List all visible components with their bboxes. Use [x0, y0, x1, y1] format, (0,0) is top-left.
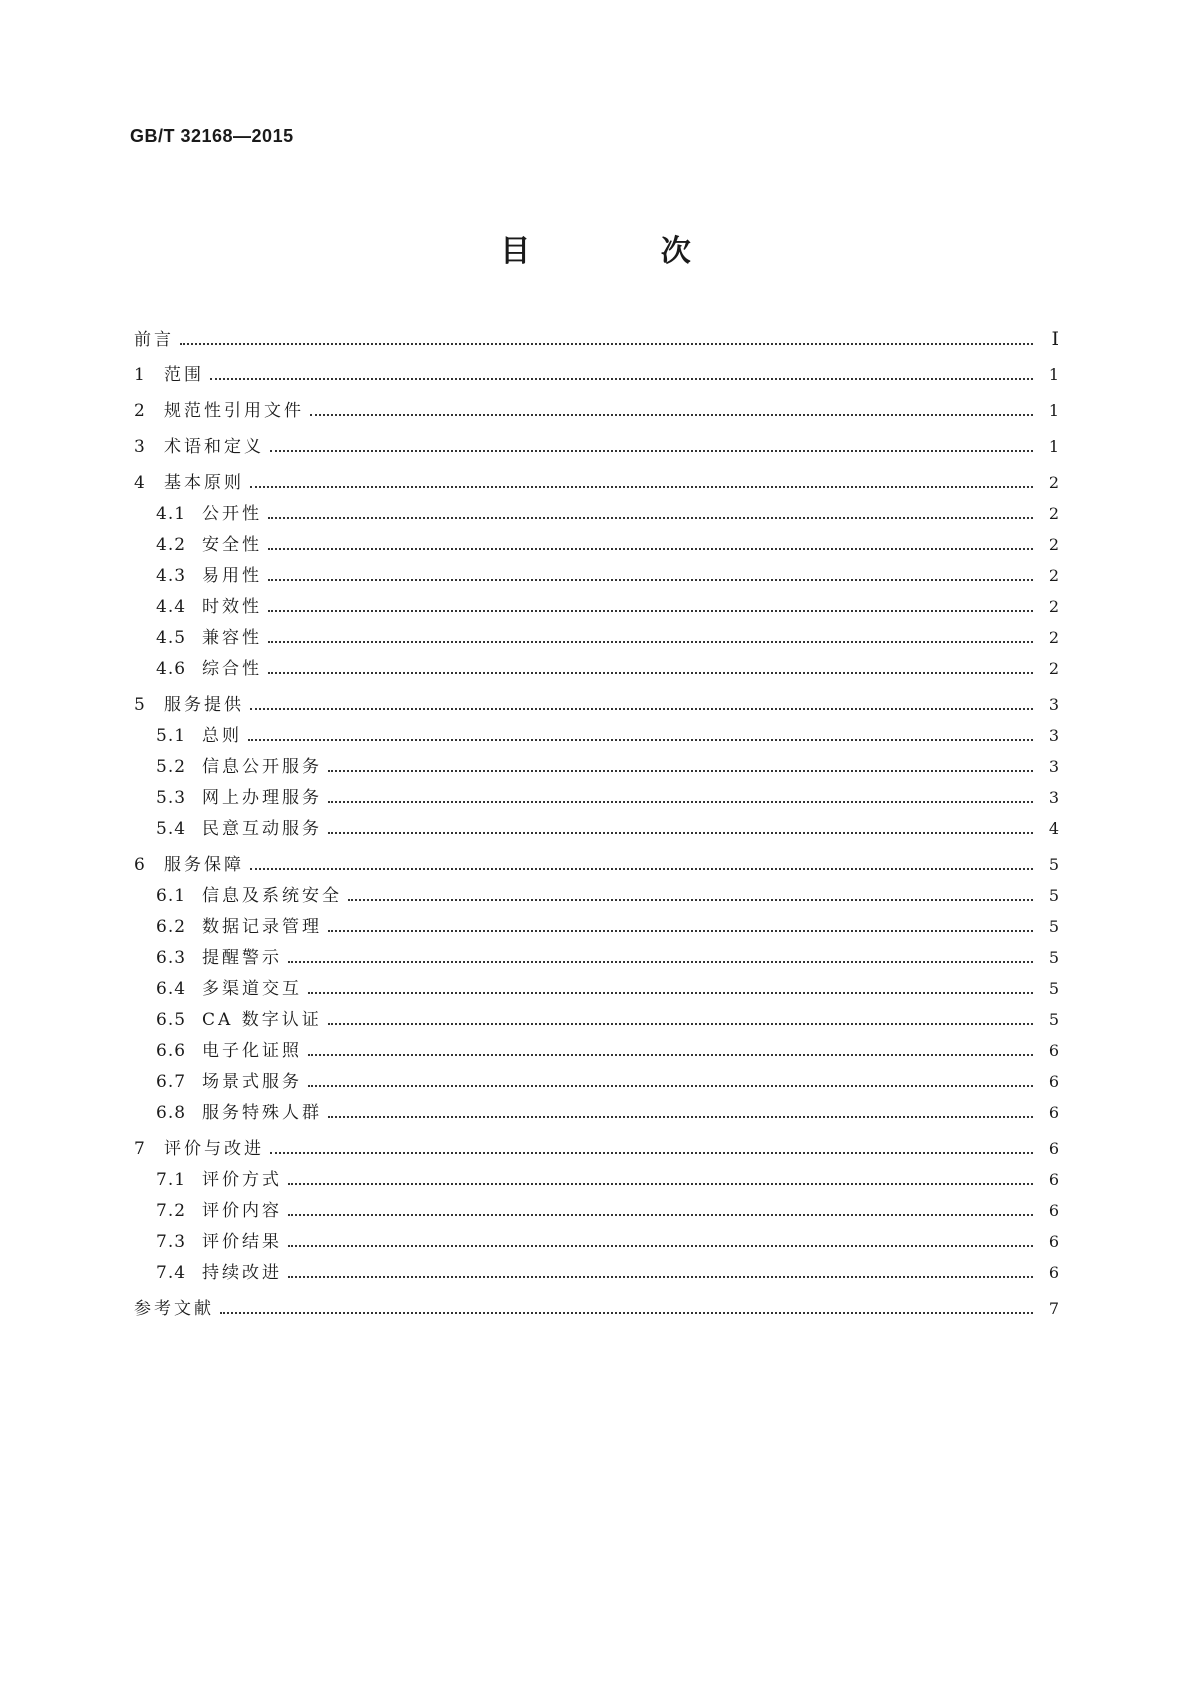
toc-dot-leader	[328, 930, 1033, 932]
toc-entry-number: 6.2	[156, 917, 187, 937]
toc-dot-leader	[288, 1245, 1033, 1247]
toc-entry-number: 1	[134, 365, 146, 385]
toc-entry[interactable]	[134, 1169, 1059, 1191]
toc-entry-number: 6.7	[156, 1072, 187, 1092]
toc-page-number: 2	[1048, 535, 1059, 554]
toc-entry-label: 场景式服务	[202, 1072, 302, 1092]
toc-dot-leader	[268, 610, 1033, 612]
toc-entry-label: 时效性	[202, 597, 262, 617]
toc-dot-leader	[328, 1116, 1033, 1118]
toc-dot-leader	[308, 992, 1033, 994]
toc-entry-label: 易用性	[202, 566, 262, 586]
toc-page-number: 2	[1048, 504, 1059, 523]
toc-entry-number: 5.4	[156, 819, 187, 839]
toc-page-number: 6	[1048, 1041, 1059, 1060]
toc-entry[interactable]	[134, 756, 1059, 778]
toc-entry-number: 4.4	[156, 597, 187, 617]
toc-dot-leader	[268, 517, 1033, 519]
toc-entry-label: 服务保障	[164, 855, 244, 875]
toc-dot-leader	[328, 801, 1033, 803]
toc-entry-label: 服务特殊人群	[202, 1103, 322, 1123]
toc-entry-label: CA 数字认证	[202, 1010, 322, 1030]
toc-page-number: 7	[1048, 1299, 1059, 1318]
toc-page-number: 2	[1048, 566, 1059, 585]
toc-entry[interactable]	[134, 1071, 1059, 1093]
toc-entry[interactable]	[134, 400, 1059, 422]
toc-entry[interactable]	[134, 436, 1059, 458]
toc-dot-leader	[310, 414, 1033, 416]
toc-entry-number: 4.3	[156, 566, 187, 586]
toc-entry-number: 6.8	[156, 1103, 187, 1123]
toc-entry[interactable]	[134, 916, 1059, 938]
toc-dot-leader	[328, 1023, 1033, 1025]
toc-dot-leader	[268, 579, 1033, 581]
toc-entry-number: 6.5	[156, 1010, 187, 1030]
toc-entry[interactable]	[134, 472, 1059, 494]
toc-dot-leader	[348, 899, 1033, 901]
toc-dot-leader	[288, 961, 1033, 963]
toc-entry-label: 综合性	[202, 659, 262, 679]
toc-entry-number: 5	[134, 695, 146, 715]
toc-entry[interactable]	[134, 885, 1059, 907]
toc-page-number: 5	[1048, 886, 1059, 905]
toc-entry-label: 评价与改进	[164, 1139, 264, 1159]
toc-page-number: 5	[1048, 1010, 1059, 1029]
toc-entry-number: 7.4	[156, 1263, 187, 1283]
toc-entry-label: 公开性	[202, 504, 262, 524]
toc-page-number: 6	[1048, 1103, 1059, 1122]
toc-page-number: 5	[1048, 979, 1059, 998]
toc-entry-label: 兼容性	[202, 628, 262, 648]
table-of-contents	[134, 328, 1059, 1320]
toc-entry-label: 评价方式	[202, 1170, 282, 1190]
toc-entry-number: 5.3	[156, 788, 187, 808]
toc-page-number: 1	[1048, 437, 1059, 456]
toc-entry[interactable]	[134, 1231, 1059, 1253]
toc-dot-leader	[270, 1152, 1033, 1154]
toc-entry[interactable]	[134, 658, 1059, 680]
toc-page-number: 4	[1048, 819, 1059, 838]
toc-page-number: 6	[1048, 1139, 1059, 1158]
toc-entry-label: 参考文献	[134, 1299, 214, 1319]
toc-entry-number: 7.1	[156, 1170, 187, 1190]
toc-dot-leader	[210, 378, 1033, 380]
toc-dot-leader	[308, 1085, 1033, 1087]
toc-entry-label: 范围	[164, 365, 204, 385]
toc-dot-leader	[288, 1276, 1033, 1278]
toc-entry-number: 7.2	[156, 1201, 187, 1221]
toc-entry[interactable]	[134, 1138, 1059, 1160]
toc-entry-number: 5.1	[156, 726, 187, 746]
toc-dot-leader	[220, 1312, 1033, 1314]
toc-entry-number: 6.6	[156, 1041, 187, 1061]
toc-entry-label: 术语和定义	[164, 437, 264, 457]
toc-entry-number: 7.3	[156, 1232, 187, 1252]
toc-dot-leader	[268, 548, 1033, 550]
toc-dot-leader	[268, 672, 1033, 674]
standard-code: GB/T 32168—2015	[130, 126, 294, 146]
toc-entry-label: 服务提供	[164, 695, 244, 715]
toc-dot-leader	[250, 708, 1033, 710]
toc-entry[interactable]	[134, 534, 1059, 556]
toc-entry[interactable]	[134, 503, 1059, 525]
toc-page-number: 6	[1048, 1263, 1059, 1282]
toc-entry-label: 数据记录管理	[202, 917, 322, 937]
toc-entry-label: 民意互动服务	[202, 819, 322, 839]
toc-page-number: 2	[1048, 597, 1059, 616]
toc-entry-label: 评价内容	[202, 1201, 282, 1221]
toc-entry-number: 6.4	[156, 979, 187, 999]
toc-dot-leader	[308, 1054, 1033, 1056]
toc-entry-number: 2	[134, 401, 146, 421]
toc-dot-leader	[268, 641, 1033, 643]
toc-entry-label: 提醒警示	[202, 948, 282, 968]
toc-entry[interactable]	[134, 627, 1059, 649]
toc-page-number: 6	[1048, 1232, 1059, 1251]
toc-entry[interactable]	[134, 565, 1059, 587]
toc-page-number: Ⅰ	[1051, 328, 1059, 350]
toc-entry[interactable]	[134, 596, 1059, 618]
toc-entry[interactable]	[134, 1102, 1059, 1124]
toc-page-number: 3	[1048, 788, 1059, 807]
toc-dot-leader	[250, 486, 1033, 488]
toc-entry[interactable]	[134, 364, 1059, 386]
toc-page-number: 3	[1048, 757, 1059, 776]
toc-page-number: 6	[1048, 1170, 1059, 1189]
toc-entry-number: 6.3	[156, 948, 187, 968]
toc-dot-leader	[250, 868, 1033, 870]
toc-page-number: 2	[1048, 473, 1059, 492]
toc-page-number: 5	[1048, 855, 1059, 874]
toc-dot-leader	[288, 1183, 1033, 1185]
toc-page-number: 1	[1048, 401, 1059, 420]
toc-entry-label: 评价结果	[202, 1232, 282, 1252]
toc-entry[interactable]	[134, 818, 1059, 840]
toc-page-number: 6	[1048, 1072, 1059, 1091]
toc-entry-number: 6.1	[156, 886, 187, 906]
toc-entry[interactable]	[134, 1009, 1059, 1031]
toc-entry-number: 6	[134, 855, 146, 875]
toc-page-number: 6	[1048, 1201, 1059, 1220]
toc-page-number: 3	[1048, 695, 1059, 714]
toc-entry[interactable]	[134, 1262, 1059, 1284]
toc-entry-number: 4.2	[156, 535, 187, 555]
toc-dot-leader	[248, 739, 1033, 741]
toc-entry[interactable]	[134, 725, 1059, 747]
page-title: 目 次	[500, 234, 751, 269]
toc-entry[interactable]	[134, 1298, 1059, 1320]
toc-entry-label: 多渠道交互	[202, 979, 302, 999]
toc-dot-leader	[328, 770, 1033, 772]
toc-entry-label: 信息公开服务	[202, 757, 322, 777]
toc-entry-label: 信息及系统安全	[202, 886, 342, 906]
toc-entry-label: 安全性	[202, 535, 262, 555]
toc-entry[interactable]	[134, 1200, 1059, 1222]
toc-page-number: 5	[1048, 917, 1059, 936]
toc-entry-label: 总则	[202, 726, 242, 746]
toc-page-number: 1	[1048, 365, 1059, 384]
toc-dot-leader	[328, 832, 1033, 834]
toc-entry-number: 7	[134, 1139, 146, 1159]
toc-entry[interactable]	[134, 328, 1059, 350]
toc-entry-number: 4.5	[156, 628, 187, 648]
toc-dot-leader	[270, 450, 1033, 452]
toc-entry-number: 3	[134, 437, 146, 457]
toc-entry-label: 网上办理服务	[202, 788, 322, 808]
toc-page-number: 2	[1048, 628, 1059, 647]
toc-entry-number: 5.2	[156, 757, 187, 777]
toc-entry-label: 基本原则	[164, 473, 244, 493]
toc-entry[interactable]	[134, 854, 1059, 876]
toc-page-number: 5	[1048, 948, 1059, 967]
toc-entry-number: 4.6	[156, 659, 187, 679]
toc-page-number: 3	[1048, 726, 1059, 745]
toc-entry-number: 4	[134, 473, 146, 493]
toc-dot-leader	[180, 343, 1033, 345]
toc-page-number: 2	[1048, 659, 1059, 678]
toc-entry-number: 4.1	[156, 504, 187, 524]
toc-entry[interactable]	[134, 947, 1059, 969]
toc-entry-label: 电子化证照	[202, 1041, 302, 1061]
toc-entry-label: 规范性引用文件	[164, 401, 304, 421]
toc-entry-label: 前言	[134, 330, 174, 350]
toc-entry[interactable]	[134, 787, 1059, 809]
toc-entry[interactable]	[134, 694, 1059, 716]
toc-entry[interactable]	[134, 978, 1059, 1000]
toc-entry[interactable]	[134, 1040, 1059, 1062]
toc-entry-label: 持续改进	[202, 1263, 282, 1283]
toc-dot-leader	[288, 1214, 1033, 1216]
